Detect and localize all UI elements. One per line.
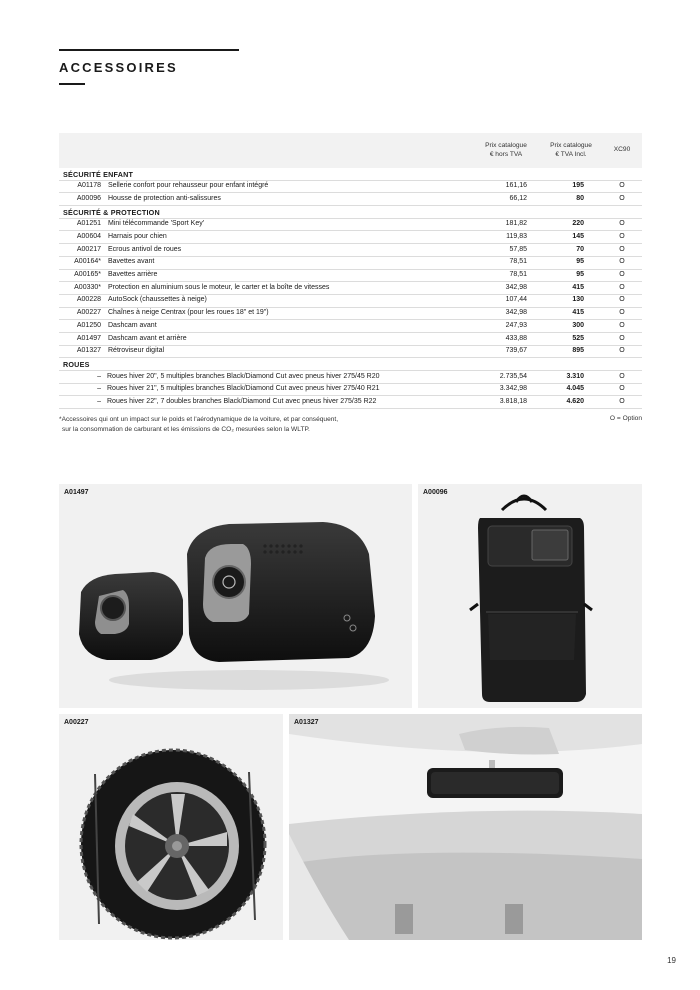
photo-label: A01497: [64, 489, 89, 496]
section-header: [59, 206, 642, 219]
price-incl-vat: 895: [572, 347, 584, 355]
price-excl-vat: 3.342,98: [499, 385, 527, 393]
photo-label: A01327: [294, 719, 319, 726]
photo-label: A00096: [423, 489, 448, 496]
availability-option: O: [619, 296, 625, 304]
header-model: XC90: [613, 146, 631, 153]
item-description: Dashcam avant et arrière: [108, 334, 187, 342]
item-description: Sellerie confort pour rehausseur pour enfant intégré: [108, 182, 269, 190]
item-code: A00217: [76, 245, 101, 253]
table-body: [59, 168, 642, 409]
availability-option: O: [619, 283, 625, 291]
photo-seat-cover: [418, 484, 642, 708]
item-code: A01497: [76, 334, 101, 342]
price-incl-vat: 220: [572, 220, 584, 228]
availability-option: O: [619, 309, 625, 317]
item-description: Rétroviseur digital: [108, 347, 165, 355]
item-description: Roues hiver 21", 5 multiples branches Black/Diamond Cut avec pneus hiver 275/40 R21: [107, 385, 380, 393]
availability-option: O: [619, 397, 625, 405]
section-title: SÉCURITÉ ENFANT: [63, 169, 134, 179]
item-description: Roues hiver 22", 7 doubles branches Black/Diamond Cut avec pneus hiver 275/35 R22: [107, 397, 377, 405]
price-incl-vat: 145: [572, 233, 584, 241]
price-incl-vat: 95: [576, 258, 584, 266]
footnote: [59, 415, 479, 434]
photo-digital-mirror: [289, 714, 642, 940]
item-description: Chaînes à neige Centrax (pour les roues 18" et 19"): [108, 309, 269, 317]
dashcam-image: [59, 484, 412, 708]
table-row: [59, 333, 642, 346]
price-incl-vat: 3.310: [566, 372, 584, 380]
price-excl-vat: 739,67: [505, 347, 527, 355]
price-excl-vat: 66,12: [509, 194, 527, 202]
item-code: A01327: [76, 347, 101, 355]
table-row: [59, 244, 642, 257]
item-code: A01250: [76, 321, 101, 329]
digital-mirror-image: [289, 714, 642, 940]
photo-dashcam: [59, 484, 412, 708]
item-description: Roues hiver 20", 5 multiples branches Black/Diamond Cut avec pneus hiver 275/45 R20: [107, 372, 380, 380]
availability-option: O: [619, 220, 625, 228]
header-price-incl-line2: € TVA Incl.: [555, 150, 587, 158]
item-code: A01251: [76, 220, 101, 228]
table-header: [59, 133, 642, 168]
price-excl-vat: 107,44: [505, 296, 527, 304]
footnote-line-2: sur la consommation de carburant et les émissions de CO₂ mesurées selon la WLTP.: [62, 425, 310, 433]
item-code: A00228: [76, 296, 101, 304]
item-code: A00604: [76, 233, 101, 241]
price-incl-vat: 4.045: [566, 385, 584, 393]
table-row: [59, 320, 642, 333]
table-row: [59, 384, 642, 397]
photo-label: A00227: [64, 719, 89, 726]
table-row: [59, 270, 642, 283]
snow-chain-wheel-image: [59, 714, 283, 940]
page-title: ACCESSOIRES: [59, 60, 178, 75]
item-code: A00096: [76, 194, 101, 202]
table-row: [59, 371, 642, 384]
top-rule: [59, 49, 239, 51]
availability-option: O: [619, 182, 625, 190]
availability-option: O: [619, 385, 625, 393]
page-number: 19: [667, 956, 676, 965]
availability-option: O: [619, 271, 625, 279]
table-row: [59, 231, 642, 244]
item-description: Harnais pour chien: [108, 233, 167, 241]
accessories-table: [59, 133, 642, 409]
title-underline: [59, 83, 85, 85]
item-description: Ecrous antivol de roues: [108, 245, 182, 253]
price-excl-vat: 181,82: [505, 220, 527, 228]
header-price-excl: [471, 142, 541, 159]
item-description: Bavettes avant: [108, 258, 155, 266]
price-incl-vat: 130: [572, 296, 584, 304]
photo-snow-chain: [59, 714, 283, 940]
table-row: [59, 308, 642, 321]
section-title: SÉCURITÉ & PROTECTION: [63, 207, 160, 217]
price-incl-vat: 195: [572, 182, 584, 190]
seat-cover-image: [418, 484, 642, 708]
table-row: [59, 396, 642, 409]
availability-option: O: [619, 194, 625, 202]
item-code: A00227: [76, 309, 101, 317]
section-header: [59, 168, 642, 181]
item-description: AutoSock (chaussettes à neige): [108, 296, 207, 304]
table-row: [59, 181, 642, 194]
price-excl-vat: 433,88: [505, 334, 527, 342]
header-price-excl-line1: Prix catalogue: [485, 142, 527, 149]
price-excl-vat: 57,85: [509, 245, 527, 253]
price-excl-vat: 78,51: [509, 258, 527, 266]
table-row: [59, 282, 642, 295]
item-description: Housse de protection anti-salissures: [108, 194, 221, 202]
price-incl-vat: 4.620: [566, 397, 584, 405]
table-row: [59, 295, 642, 308]
item-code: A00165*: [74, 271, 101, 279]
price-excl-vat: 247,93: [505, 321, 527, 329]
section-header: [59, 358, 642, 371]
availability-option: O: [619, 334, 625, 342]
price-excl-vat: 161,16: [505, 182, 527, 190]
price-excl-vat: 78,51: [509, 271, 527, 279]
table-row: [59, 193, 642, 206]
item-code: –: [97, 372, 101, 380]
price-excl-vat: 2.735,54: [499, 372, 527, 380]
item-description: Protection en aluminium sous le moteur, le carter et la boîte de vitesses: [108, 283, 330, 291]
item-code: A00164*: [74, 258, 101, 266]
price-incl-vat: 95: [576, 271, 584, 279]
price-excl-vat: 342,98: [505, 283, 527, 291]
availability-option: O: [619, 372, 625, 380]
price-incl-vat: 525: [572, 334, 584, 342]
price-incl-vat: 300: [572, 321, 584, 329]
price-incl-vat: 415: [572, 309, 584, 317]
header-price-incl-line1: Prix catalogue: [550, 142, 592, 149]
availability-option: O: [619, 233, 625, 241]
price-excl-vat: 119,83: [506, 233, 527, 241]
item-code: –: [97, 385, 101, 393]
item-code: A01178: [77, 182, 101, 190]
availability-option: O: [619, 258, 625, 266]
table-row: [59, 346, 642, 359]
header-price-excl-line2: € hors TVA: [489, 150, 523, 158]
availability-option: O: [619, 321, 625, 329]
item-code: A00330*: [74, 283, 101, 291]
item-description: Dashcam avant: [108, 321, 157, 329]
section-title: ROUES: [63, 359, 90, 369]
table-row: [59, 257, 642, 270]
price-incl-vat: 80: [576, 194, 584, 202]
option-legend: O = Option: [609, 415, 642, 422]
table-row: [59, 219, 642, 232]
price-excl-vat: 342,98: [505, 309, 527, 317]
header-price-incl: [535, 142, 607, 159]
price-incl-vat: 70: [576, 245, 584, 253]
item-code: –: [97, 397, 101, 405]
price-excl-vat: 3.818,18: [499, 397, 527, 405]
item-description: Bavettes arrière: [108, 271, 158, 279]
footnote-line-1: *Accessoires qui ont un impact sur le poids et l'aérodynamique de la voiture, et par conséquent,: [59, 416, 339, 423]
price-incl-vat: 415: [572, 283, 584, 291]
item-description: Mini télécommande 'Sport Key': [108, 220, 205, 228]
availability-option: O: [619, 347, 625, 355]
availability-option: O: [619, 245, 625, 253]
